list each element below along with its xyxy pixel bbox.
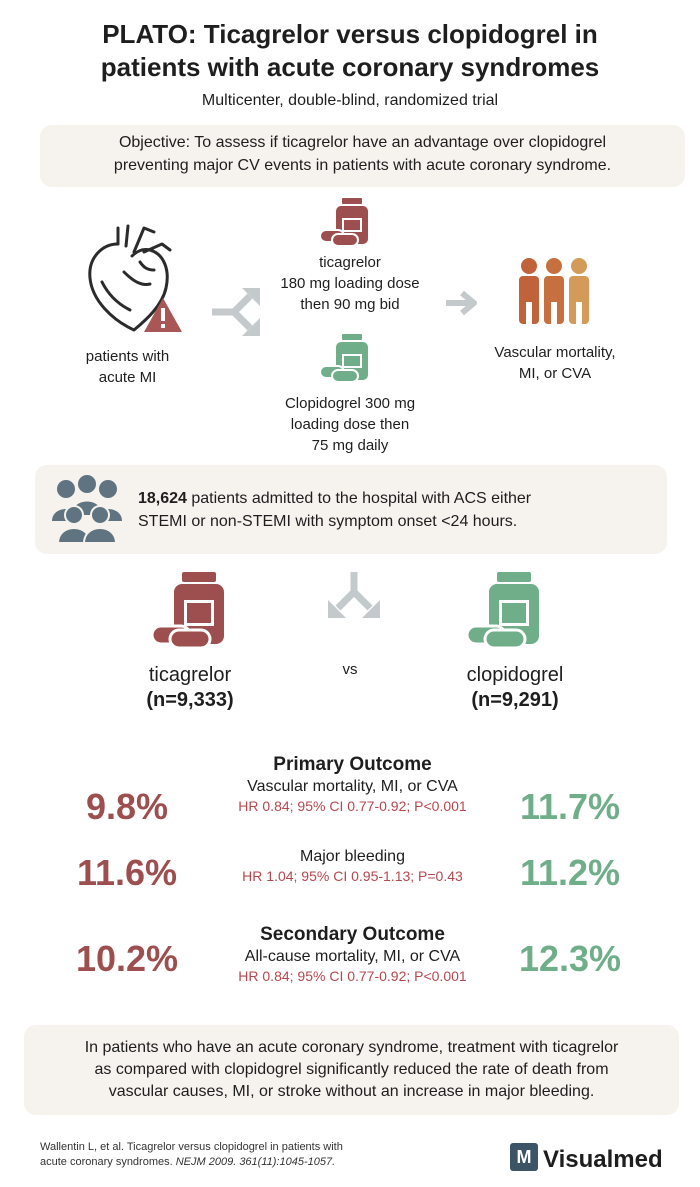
arm-clopidogrel: clopidogrel (n=9,291) [466, 664, 564, 711]
population-label: patients with acute MI [85, 348, 170, 386]
ticagrelor-large-bottle-icon [150, 570, 234, 650]
bleeding-ticagrelor-value: 11.6% [76, 852, 178, 893]
people-endpoint-icon [516, 256, 596, 326]
enrollment-count: 18,624 [138, 490, 187, 507]
down-split-arrow-icon [326, 570, 382, 622]
bleeding-clopidogrel-value: 11.2% [519, 852, 621, 893]
secondary-clopidogrel-value: 12.3% [518, 938, 622, 979]
conclusion-box: In patients who have an acute coronary syndrome, treatment with ticagrelor as compared with clopidogrel significantly reduced the rate of death from vascular causes, MI, or stroke without an increase in major bleeding. [24, 1025, 679, 1115]
page-title: PLATO: Ticagrelor versus clopidogrel in patients with acute coronary syndromes [100, 19, 600, 82]
primary-ticagrelor-value: 9.8% [85, 786, 169, 827]
objective-box: Objective: To assess if ticagrelor have an advantage over clopidogrel preventing major CV events in patients with acute coronary syndrome. [40, 125, 685, 187]
clopidogrel-dose: Clopidogrel 300 mg loading dose then 75 mg daily [284, 395, 416, 454]
secondary-outcome: Secondary Outcome All-cause mortality, MI, or CVA HR 0.84; 95% CI 0.77-0.92; P<0.001 [238, 924, 467, 984]
warning-icon [142, 296, 184, 334]
citation: Wallentin L, et al. Ticagrelor versus clopidogrel in patients with acute coronary syndromes. NEJM 2009. 361(11):1045-1057. [40, 1141, 343, 1168]
ticagrelor-dose: ticagrelor 180 mg loading dose then 90 mg bid [280, 254, 420, 313]
ticagrelor-bottle-icon [318, 196, 376, 248]
bleeding-outcome: Major bleeding HR 1.04; 95% CI 0.95-1.13; P=0.43 [242, 848, 463, 884]
vs-label: vs [342, 661, 358, 678]
enrollment-text: 18,624 patients admitted to the hospital with ACS either STEMI or non-STEMI with symptom onset <24 hours. [138, 490, 532, 530]
brand-logo-icon: M [510, 1143, 538, 1171]
brand-name: Visualmed [543, 1146, 663, 1173]
arm-ticagrelor: ticagrelor (n=9,333) [146, 664, 234, 711]
endpoint-label: Vascular mortality, MI, or CVA [494, 344, 616, 382]
primary-outcome: Primary Outcome Vascular mortality, MI, or CVA HR 0.84; 95% CI 0.77-0.92; P<0.001 [238, 754, 467, 814]
split-arrow-icon [208, 284, 266, 340]
subtitle: Multicenter, double-blind, randomized trial [201, 92, 499, 109]
group-people-icon [48, 475, 126, 545]
secondary-ticagrelor-value: 10.2% [75, 938, 179, 979]
clopidogrel-large-bottle-icon [465, 570, 549, 650]
right-arrow-icon [444, 289, 478, 317]
primary-clopidogrel-value: 11.7% [519, 786, 621, 827]
clopidogrel-bottle-icon [318, 332, 376, 384]
